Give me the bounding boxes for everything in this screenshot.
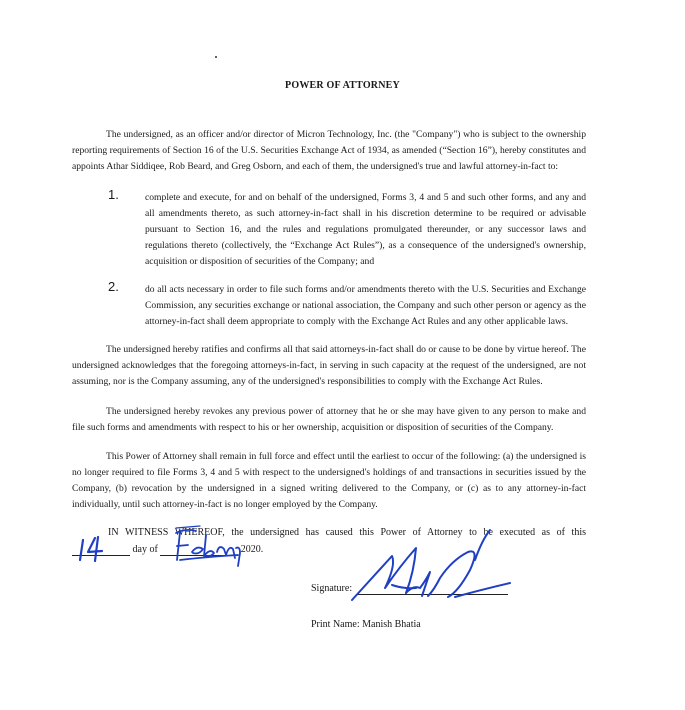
signature-ink [352,530,510,600]
witness-clause: IN WITNESS WHEREOF, the undersigned has caused this Power of Attorney to be executed as of this [108,527,586,538]
document-title: POWER OF ATTORNEY [285,80,400,91]
revocation-paragraph: The undersigned hereby revokes any previous power of attorney that he or she may have given to any person to make and file such forms and amendments with respect to his or her ownership, acquisition or disposition of securities of the Company. [72,406,586,433]
print-name-label: Print Name: [311,619,360,630]
handwritten-strike [176,526,200,528]
item-number: 2. [108,279,119,294]
duration-paragraph: This Power of Attorney shall remain in full force and effect until the earliest to occur of the following: (a) the undersigned is no longer required to file Forms 3, 4 and 5 with respect to the undersigned's holdings of and transactions in securities issued by the Company, (b) revocation by the undersigned in a signed writing delivered to the Company, or (c) as to any attorney-in-fact individually, until such attorney-in-fact is no longer employed by the Company. [72,451,586,510]
item-text: do all acts necessary in order to file such forms and/or amendments thereto with the U.S. Securities and Exchange Commission, any securities exchange or national association, the Company and such other person or agency as the attorney-in-fact shall deem appropriate to comply with the Exchange Act Rules and any other applicable laws. [145,284,586,327]
handwritten-day [80,537,102,561]
handwritten-month [176,530,240,566]
day-of-label: day of [132,544,158,555]
signature-label: Signature: [311,583,353,594]
ratification-paragraph: The undersigned hereby ratifies and confirms all that said attorneys-in-fact shall do or cause to be done by virtue hereof. The undersigned acknowledges that the foregoing attorneys-in-fact, in serving in such capacity at the request of the undersigned, are not assuming, nor is the Company assuming, any of the undersigned's responsibilities to comply with the Exchange Act Rules. [72,344,586,387]
item-text: complete and execute, for and on behalf of the undersigned, Forms 3, 4 and 5 and such other forms, and any and all amendments thereto, as such attorney-in-fact shall in his discretion determine to be required or advisable pursuant to Section 16, and the rules and regulations promulgated thereunder, or any successor laws and regulations thereto (collectively, the “Exchange Act Rules”), as a consequence of the undersigned's ownership, acquisition or disposition of securities of the Company; and [145,192,586,267]
print-name-value: Manish Bhatia [362,619,421,630]
intro-paragraph: The undersigned, as an officer and/or director of Micron Technology, Inc. (the "Company") who is subject to the ownership reporting requirements of Section 16 of the U.S. Securities Exchange Act of 1934, as amended (“Section 16”), hereby constitutes and appoints Athar Siddiqee, Rob Beard, and Greg Osborn, and each of them, the undersigned's true and lawful attorney-in-fact to: [72,129,586,172]
year-label: 2020. [240,544,264,555]
item-number: 1. [108,187,119,202]
